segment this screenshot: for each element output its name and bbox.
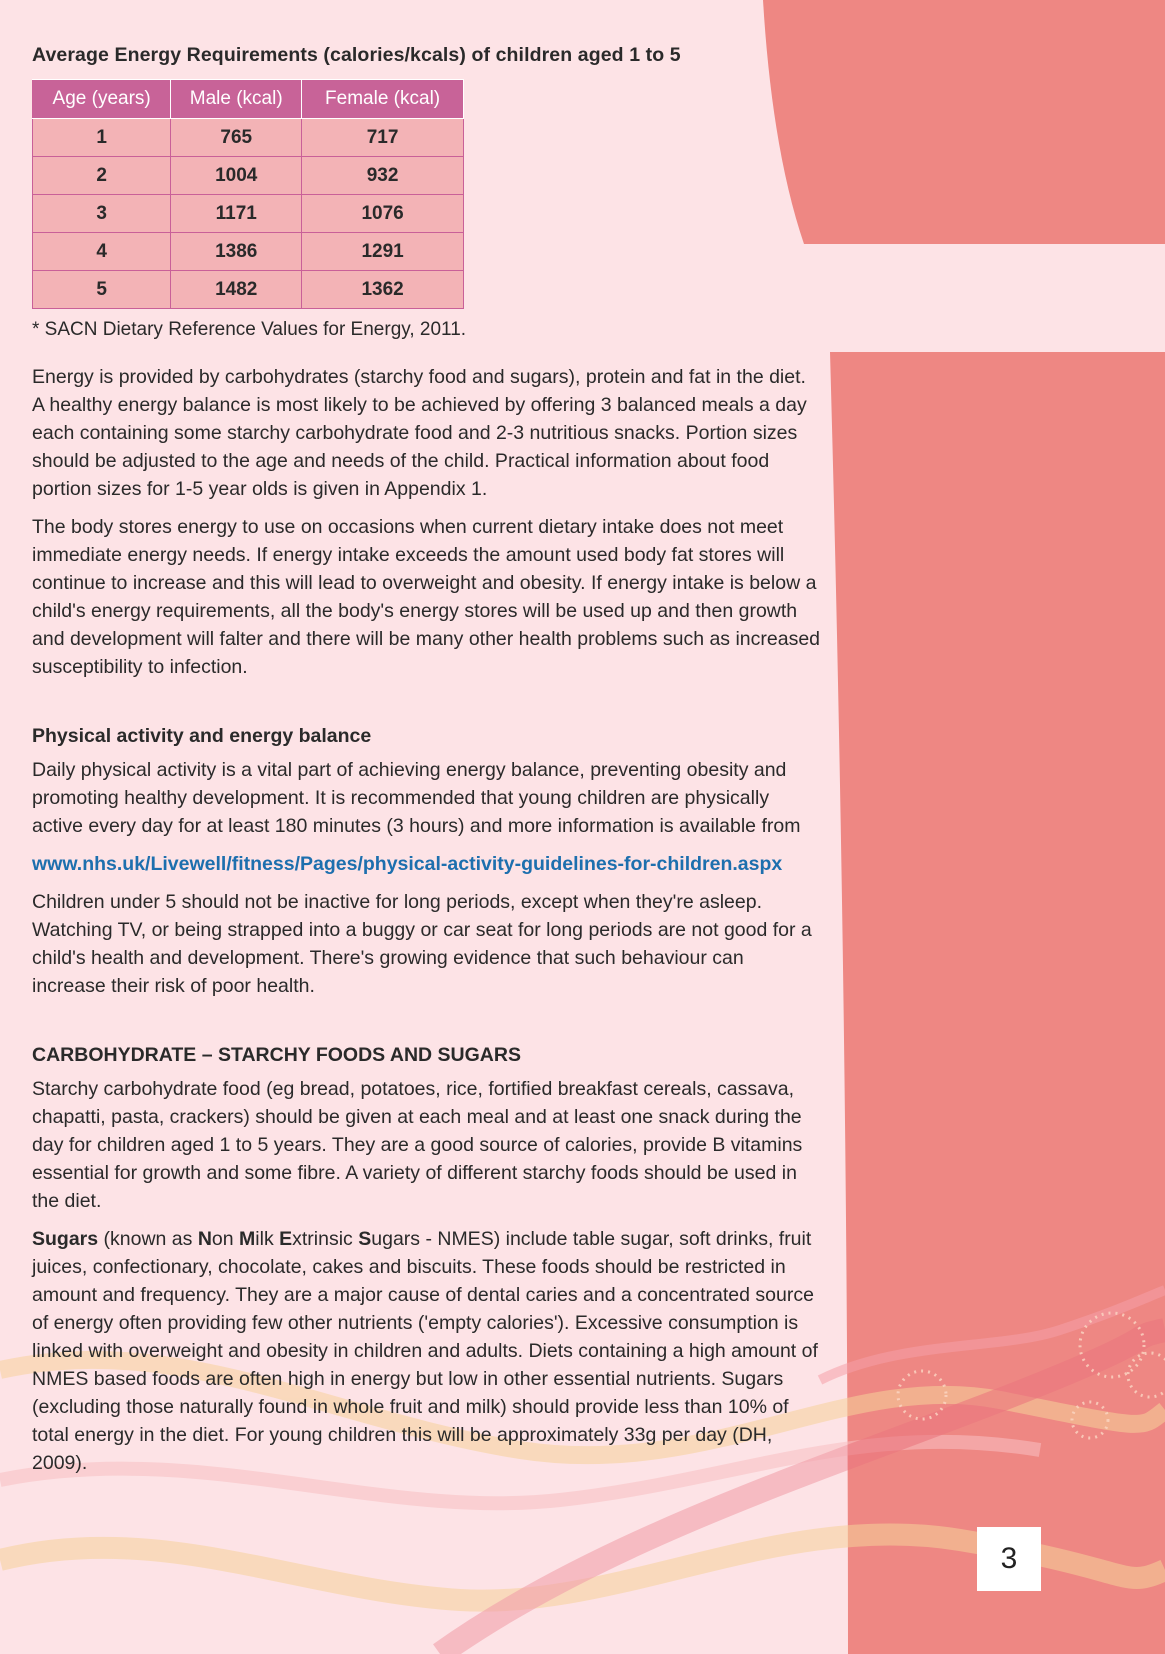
physical-activity-paragraph-1: Daily physical activity is a vital part of achieving energy balance, preventing obesity and promoting healthy development. It is recommended that young children are physically active every day for at least 180 minutes (3 hours) and more information is available from <box>32 759 801 837</box>
nmes-rest-n: on <box>211 1228 240 1250</box>
table-row <box>33 233 464 271</box>
nmes-initial-s: S <box>358 1228 372 1250</box>
sugars-post: include table sugar, soft drinks, fruit juices, confectionary, chocolate, cakes and biscuits. These foods should be restricted in amount and frequency. They are a major cause of dental caries and a concentrated source of energy often providing few other nutrients ('empty calories'). Excessive consumption is linked with overweight and obesity in children and adults. Diets containing a high amount of NMES based foods are often high in energy but low in other essential nutrients. Sugars (excluding those naturally found in whole fruit and milk) should provide less than 10% of total energy in the diet. For young children this will be approximately 33g per day (DH, 2009). <box>32 1228 818 1474</box>
cell-male: 1171 <box>171 195 302 233</box>
sugars-pre: (known as <box>98 1228 198 1250</box>
cell-female: 1291 <box>302 233 464 271</box>
cell-female: 717 <box>302 119 464 157</box>
energy-paragraph-2: The body stores energy to use on occasions when current dietary intake does not meet immediate energy needs. If energy intake exceeds the amount used body fat stores will continue to increase and this will lead to overweight and obesity. If energy intake is below a child's energy requirements, all the body's energy stores will be used up and then growth and development will falter and there will be many other health problems such as increased susceptibility to infection. <box>32 516 821 678</box>
table-row <box>33 195 464 233</box>
table-row <box>33 271 464 309</box>
cell-male: 765 <box>171 119 302 157</box>
table-title: Average Energy Requirements (calories/kcals) of children aged 1 to 5 <box>32 44 681 66</box>
cell-female: 932 <box>302 157 464 195</box>
cell-male: 1482 <box>171 271 302 309</box>
physical-activity-paragraph-2: Children under 5 should not be inactive for long periods, except when they're asleep. Watching TV, or being strapped into a buggy or car seat for long periods are not good for a child's health and development. There's growing evidence that such behaviour can increase their risk of poor health. <box>32 891 812 997</box>
table-header-row <box>33 80 464 119</box>
sugars-paragraph <box>32 1225 822 1477</box>
cell-age: 3 <box>33 195 171 233</box>
nmes-rest-e: xtrinsic <box>292 1228 359 1250</box>
right-band <box>830 352 1165 1654</box>
nmes-initial-n: N <box>197 1228 212 1250</box>
sugars-label: Sugars <box>32 1228 99 1250</box>
header-female: Female (kcal) <box>302 80 464 119</box>
nmes-initial-m: M <box>239 1228 256 1250</box>
energy-requirements-table <box>32 79 464 309</box>
table-row <box>33 119 464 157</box>
nmes-rest-m: ilk <box>255 1228 280 1250</box>
table-row <box>33 157 464 195</box>
header-age: Age (years) <box>33 80 171 119</box>
nmes-rest-s: ugars - NMES) <box>371 1228 501 1250</box>
page-content <box>32 44 822 1487</box>
energy-paragraph-1: Energy is provided by carbohydrates (starchy food and sugars), protein and fat in the diet. A healthy energy balance is most likely to be achieved by offering 3 balanced meals a day each containing some starchy carbohydrate food and 2-3 nutritious snacks. Portion sizes should be adjusted to the age and needs of the child. Practical information about food portion sizes for 1-5 year olds is given in Appendix 1. <box>32 366 807 500</box>
top-right-band <box>763 0 1165 244</box>
cell-age: 4 <box>33 233 171 271</box>
cell-male: 1004 <box>171 157 302 195</box>
nhs-guidelines-link[interactable]: www.nhs.uk/Livewell/fitness/Pages/physical-activity-guidelines-for-children.aspx <box>32 853 783 875</box>
carbohydrate-paragraph: Starchy carbohydrate food (eg bread, potatoes, rice, fortified breakfast cereals, cassava, chapatti, pasta, crackers) should be given at each meal and at least one snack during the day for children aged 1 to 5 years. They are a good source of calories, provide B vitamins essential for growth and some fibre. A variety of different starchy foods should be used in the diet. <box>32 1078 803 1212</box>
table-footnote: * SACN Dietary Reference Values for Energy, 2011. <box>32 319 467 340</box>
physical-activity-heading: Physical activity and energy balance <box>32 725 372 747</box>
cell-male: 1386 <box>171 233 302 271</box>
page-number: 3 <box>977 1527 1041 1591</box>
carbohydrate-heading: CARBOHYDRATE – STARCHY FOODS AND SUGARS <box>32 1044 521 1066</box>
nmes-initial-e: E <box>279 1228 293 1250</box>
cell-age: 1 <box>33 119 171 157</box>
cell-age: 5 <box>33 271 171 309</box>
cell-age: 2 <box>33 157 171 195</box>
header-male: Male (kcal) <box>171 80 302 119</box>
cell-female: 1076 <box>302 195 464 233</box>
cell-female: 1362 <box>302 271 464 309</box>
